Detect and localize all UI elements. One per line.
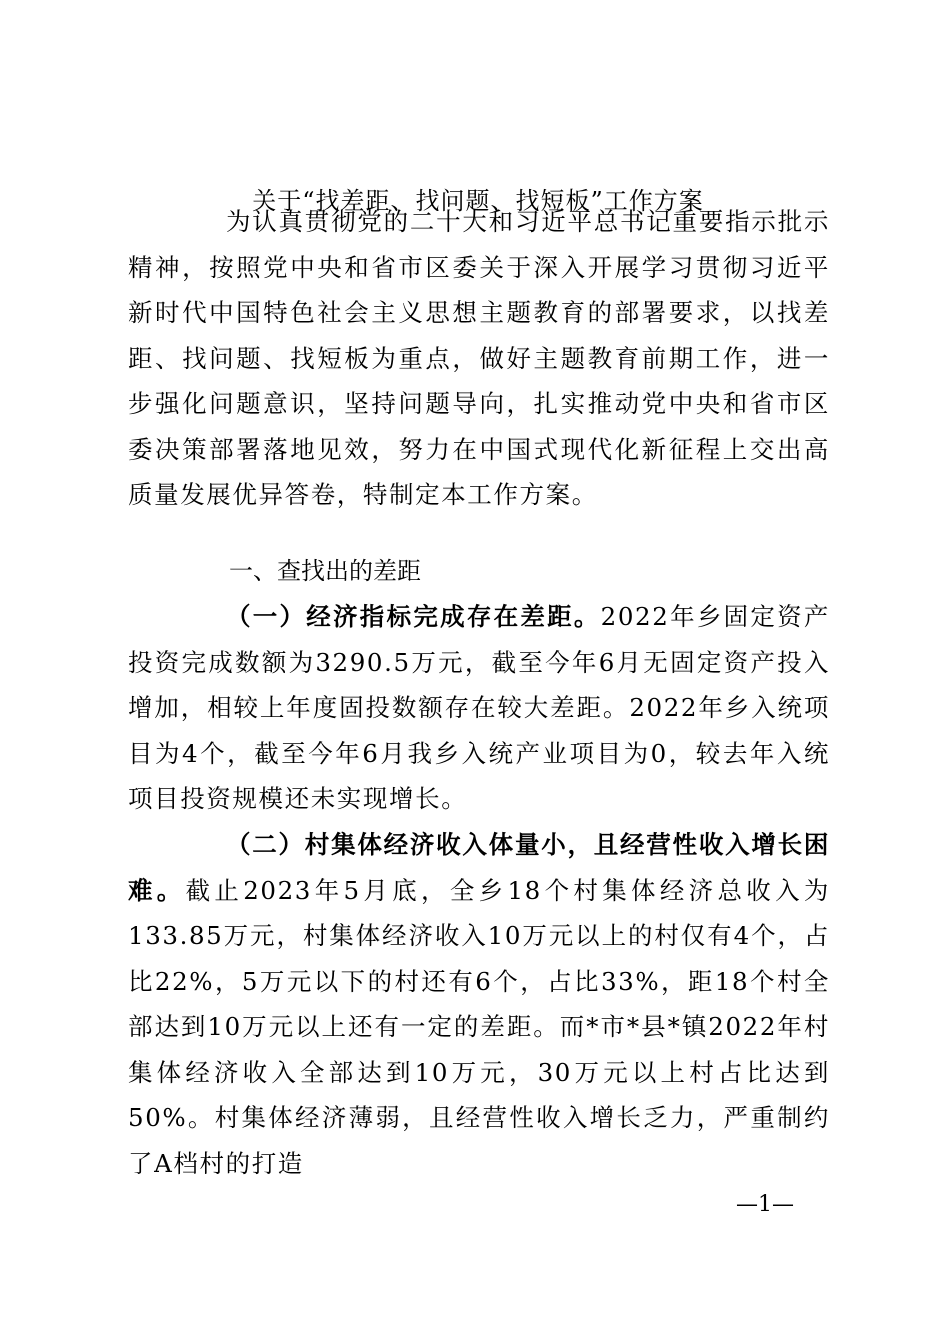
item-2-heading: （二）村集体经济收入体量小，且经营性收入增长困难。 [128,830,830,905]
item-1-paragraph [128,594,830,822]
page-number: —1— [736,1192,794,1217]
item-1-text: 2022年乡固定资产投资完成数额为3290.5万元，截至今年6月无固定资产投入增加，相较上年度固投数额存在较大差距。2022年乡入统项目为4个，截至今年6月我乡入统产业项目为0，较去年入统项目投资规模还未实现增长。 [128,602,830,813]
item-2-paragraph [128,822,830,1186]
item-1-heading: （一）经济指标完成存在差距。 [226,602,601,631]
item-2-text: 截止2023年5月底，全乡18个村集体经济总收入为133.85万元，村集体经济收入10万元以上的村仅有4个，占比22%，5万元以下的村还有6个，占比33%，距18个村全部达到10万元以上还有一定的差距。而*市*县*镇2022年村集体经济收入全部达到10万元，30万元以上村占比达到50%。村集体经济薄弱，且经营性收入增长乏力，严重制约了A档村的打造 [128,875,830,1178]
document-title: 关于“找差距、找问题、找短板”工作方案 [252,187,704,215]
section-heading-gaps: 一、查找出的差距 [229,557,421,585]
intro-paragraph: 为认真贯彻党的二十大和习近平总书记重要指示批示精神，按照党中央和省市区委关于深入开展学习贯彻习近平新时代中国特色社会主义思想主题教育的部署要求，以找差距、找问题、找短板为重点，做好主题教育前期工作，进一步强化问题意识，坚持问题导向，扎实推动党中央和省市区委决策部署落地见效，努力在中国式现代化新征程上交出高质量发展优异答卷，特制定本工作方案。 [128,207,830,509]
